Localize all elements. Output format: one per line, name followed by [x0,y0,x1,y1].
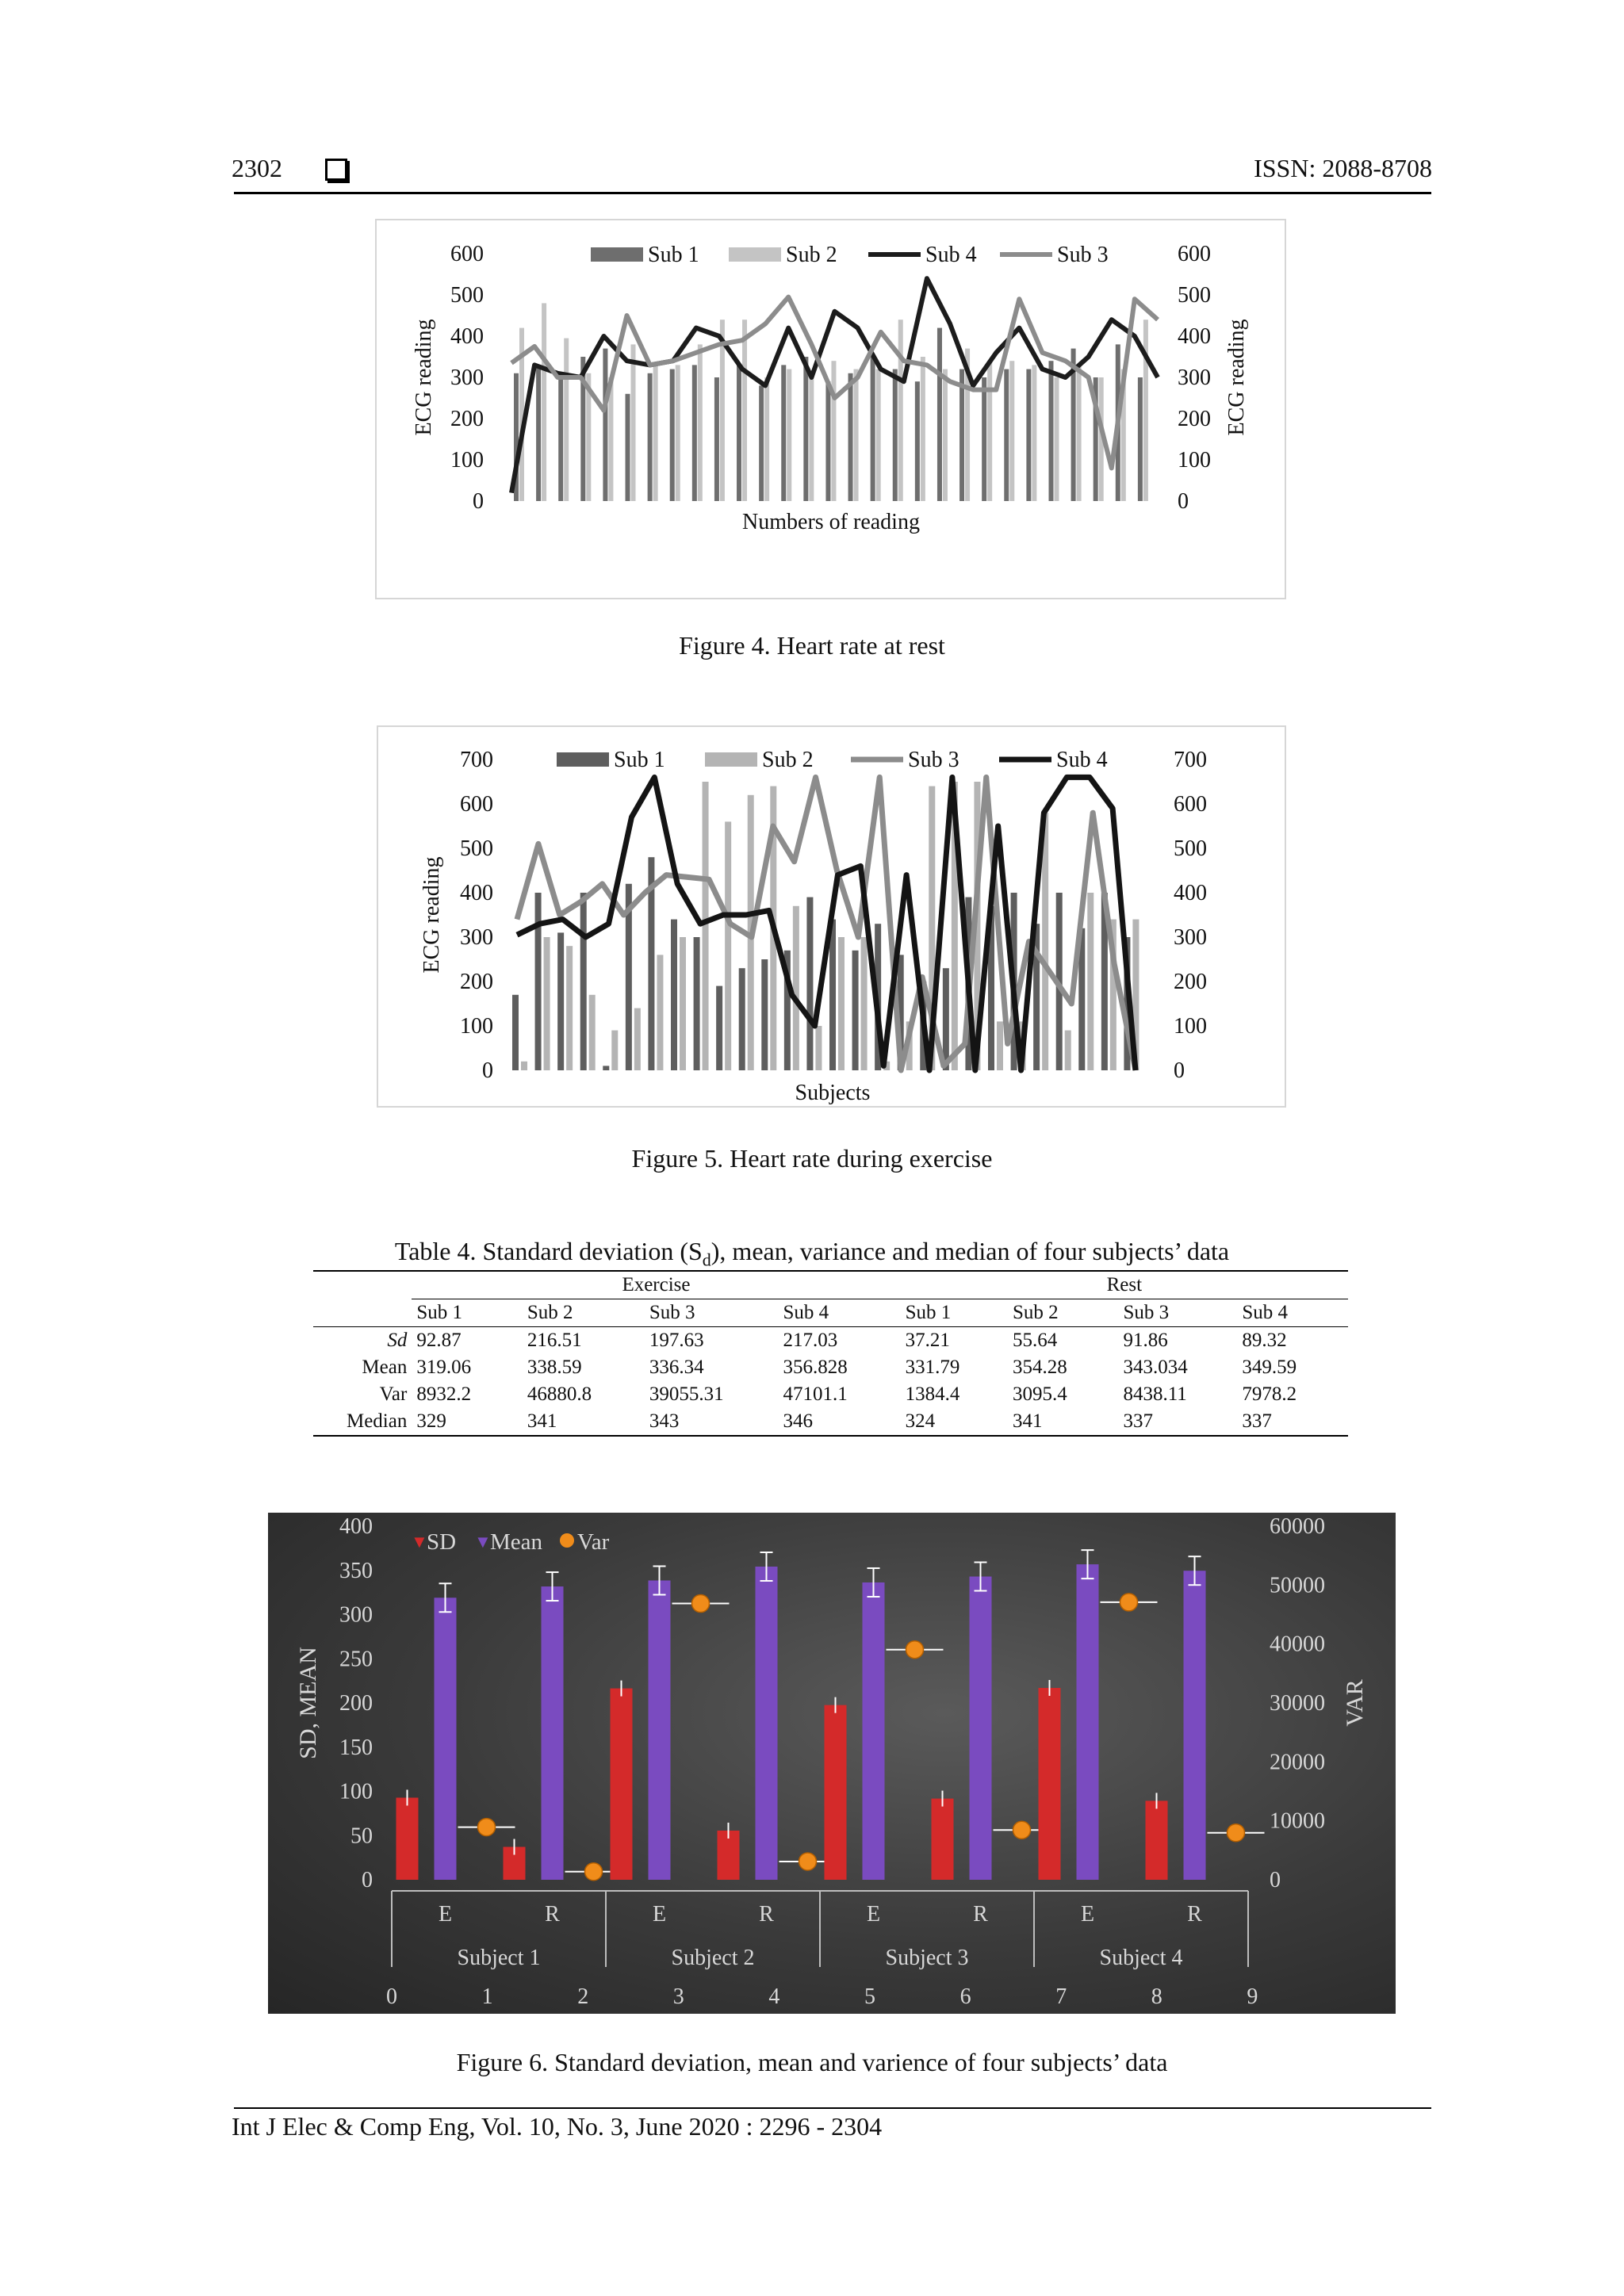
y-tick-label-right: 60000 [1270,1514,1325,1539]
x-tick-label: 1 [481,1984,493,2009]
bar [521,1062,527,1070]
var-marker [1228,1824,1245,1842]
bar [1087,893,1094,1070]
legend-label: Var [577,1529,610,1555]
table-cell: 341 [523,1408,645,1436]
bar [893,369,898,501]
mean-bar [542,1586,564,1880]
bar [544,937,550,1070]
y-tick-label: 300 [339,1602,373,1628]
y-tick-label-right: 100 [1174,1014,1207,1039]
sd-bar [1039,1688,1061,1880]
bar [876,369,881,501]
bar [898,320,903,501]
bar [611,1031,618,1070]
y-tick-label: 400 [339,1514,373,1539]
legend-swatch [557,752,609,767]
sd-bar [932,1799,954,1880]
table-cell: 337 [1237,1408,1348,1436]
bar [764,377,769,501]
y-tick-label: 200 [450,407,484,431]
bar [542,303,546,501]
column-header: Sub 3 [645,1299,779,1327]
legend-label: Sub 4 [1056,748,1108,772]
legend-label: Sub 1 [648,243,699,267]
table-cell: 346 [779,1408,901,1436]
group-header-row [313,1271,1348,1299]
y-tick-label-right: 200 [1178,407,1211,431]
table-cell: 55.64 [1008,1327,1119,1355]
table-cell: 324 [901,1408,1008,1436]
bar [558,377,563,501]
y-tick-label: 300 [460,925,493,950]
y-tick-label-right: 200 [1174,970,1207,994]
table-cell: 1384.4 [905,1383,960,1405]
bar [1077,365,1082,501]
y-tick-label: 700 [460,748,493,772]
y-tick-label: 150 [339,1735,373,1760]
table-cell: 349.59 [1242,1357,1297,1378]
category-label: E [1080,1902,1095,1927]
bar [703,782,709,1070]
table-cell: 3095.4 [1012,1383,1067,1405]
sd-bar [611,1689,633,1880]
bar [737,365,741,501]
table-cell: 343.034 [1123,1357,1188,1378]
x-tick-label: 7 [1055,1984,1067,2009]
category-label: E [652,1902,667,1927]
bar [626,394,630,501]
bar [915,381,920,501]
bar [648,373,653,501]
header-rule [234,192,1431,194]
mean-bar [970,1577,992,1880]
bar [1143,320,1148,501]
bar [671,920,677,1070]
y-axis-label: ECG reading [412,319,436,436]
bar [694,937,700,1070]
var-marker [799,1853,817,1870]
y-tick-label-right: 700 [1174,748,1207,772]
y-tick-label-right: 500 [1174,836,1207,861]
y-axis-label-right: VAR [1342,1679,1368,1727]
bar [657,955,663,1070]
bar [631,344,636,501]
bar [535,893,542,1070]
mean-bar [435,1598,457,1880]
bar [512,995,519,1070]
legend-label: Sub 1 [614,748,665,772]
bar [848,373,853,501]
y-tick-label: 500 [450,283,484,308]
y-tick-label: 100 [460,1014,493,1039]
bar [852,951,859,1070]
legend-swatch [729,247,781,262]
table-cell: 8438.11 [1123,1383,1187,1405]
table-cell: 37.21 [901,1327,1008,1355]
bar [1032,365,1036,501]
y-tick-label: 0 [482,1058,493,1083]
category-label: E [438,1902,453,1927]
bar [566,946,573,1070]
column-header: Sub 3 [1118,1299,1237,1327]
y-tick-label-right: 600 [1178,242,1211,266]
table-title-prefix: Table 4. Standard deviation (S [394,1237,703,1265]
row-label: Mean [362,1357,408,1378]
group-label: Subject 1 [457,1946,541,1970]
table-cell: 343 [645,1408,779,1436]
bar [739,968,745,1070]
stats-table [313,1270,1348,1437]
table-cell: 341 [1008,1408,1119,1436]
y-tick-label-right: 500 [1178,283,1211,308]
bar [825,381,830,501]
x-tick-label: 4 [768,1984,780,2009]
category-label: R [1187,1902,1202,1927]
y-tick-label: 300 [450,365,484,390]
y-tick-label-right: 50000 [1270,1573,1325,1598]
y-tick-label-right: 0 [1174,1058,1185,1083]
y-axis-label-right: ECG reading [1224,319,1249,436]
table-4-title [0,1237,1624,1270]
x-tick-label: 6 [959,1984,971,2009]
table-cell: 91.86 [1118,1327,1237,1355]
column-header: Sub 1 [412,1299,523,1327]
x-tick-label: 0 [386,1984,397,2009]
sd-legend-marker: ▼ [411,1532,428,1552]
bar [680,937,686,1070]
mean-bar [863,1582,885,1880]
table-row [313,1381,1348,1408]
bar [603,349,607,501]
y-tick-label: 600 [450,242,484,266]
bar [1009,361,1014,501]
figure-4-caption: Figure 4. Heart rate at rest [679,631,945,660]
column-header: Sub 4 [1237,1299,1348,1327]
bar [698,344,703,501]
y-tick-label-right: 0 [1270,1868,1281,1892]
figure-5-chart [378,727,1285,1106]
group-label: Subject 3 [885,1946,969,1970]
legend-label: Sub 3 [1057,243,1109,267]
figure-6-chart [268,1513,1396,2014]
table-cell: 356.828 [783,1357,848,1378]
table-cell: 338.59 [527,1357,582,1378]
bar [937,328,942,501]
legend-label: Sub 2 [786,243,837,267]
bar [580,893,587,1070]
bar [921,357,925,501]
bar [781,365,786,501]
mean-bar [1077,1564,1099,1880]
legend-label: Sub 4 [925,243,977,267]
bar [838,937,845,1070]
bar [589,995,596,1070]
column-header: Sub 2 [523,1299,645,1327]
bar [787,369,791,501]
legend-swatch [591,247,643,262]
bar [653,365,658,501]
category-label: E [866,1902,881,1927]
row-label: Var [379,1383,408,1405]
footer-rule [234,2107,1431,2109]
bar [1004,369,1009,501]
table-cell: 47101.1 [783,1383,848,1405]
var-legend-marker [560,1533,574,1548]
legend-swatch [705,752,757,767]
table-title-subscript: d [702,1249,711,1270]
y-tick-label: 500 [460,836,493,861]
bar [829,920,836,1070]
table-row [313,1327,1348,1355]
bar [806,897,813,1070]
figure-5-caption: Figure 5. Heart rate during exercise [631,1144,993,1173]
table-cell: 197.63 [645,1327,779,1355]
x-tick-label: 2 [577,1984,589,2009]
table-cell: 354.28 [1012,1357,1067,1378]
bar [943,369,948,501]
y-tick-label: 600 [460,792,493,817]
y-tick-label-right: 400 [1174,881,1207,905]
bar [725,821,731,1070]
mean-bar [756,1567,778,1880]
figure-5-frame [377,725,1286,1108]
table-cell: 7978.2 [1242,1383,1297,1405]
mean-bar [649,1580,671,1880]
y-tick-label-right: 20000 [1270,1750,1325,1775]
bar [987,361,992,501]
bar [815,1026,822,1070]
table-cell: 92.87 [412,1327,523,1355]
x-tick-label: 8 [1151,1984,1162,2009]
bar [759,385,764,501]
bar [564,339,569,501]
bar [761,959,768,1070]
table-cell: 216.51 [523,1327,645,1355]
y-tick-label: 400 [460,881,493,905]
y-tick-label: 100 [339,1779,373,1804]
table-cell: 8932.2 [416,1383,472,1405]
figure-6-caption: Figure 6. Standard deviation, mean and varience of four subjects’ data [456,2048,1168,2076]
y-tick-label: 250 [339,1647,373,1672]
y-tick-label-right: 40000 [1270,1632,1325,1657]
table-cell: 336.34 [649,1357,704,1378]
bar [557,932,564,1070]
bar [1065,1031,1071,1070]
bar [634,1008,641,1070]
sd-bar [396,1797,419,1880]
row-label: Median [313,1408,412,1436]
bar [1054,377,1059,501]
x-tick-label: 3 [672,1984,684,2009]
group-label: Subject 4 [1099,1946,1183,1970]
bar [714,377,719,501]
bar [716,986,722,1070]
table-cell: 337 [1118,1408,1237,1436]
bar [831,361,836,501]
bar [670,369,675,501]
y-tick-label: 350 [339,1558,373,1583]
issn-label: ISSN: 2088-8708 [1254,154,1432,182]
x-axis-label: Subjects [795,1081,871,1105]
y-tick-label-right: 30000 [1270,1691,1325,1716]
group-header-exercise: Exercise [622,1274,691,1295]
checkbox-square-icon [325,159,347,181]
x-tick-label: 9 [1247,1984,1258,2009]
column-header: Sub 2 [1008,1299,1119,1327]
bar [871,357,875,501]
mean-bar [1184,1571,1206,1880]
y-tick-label-right: 0 [1178,489,1189,514]
column-header: Sub 4 [779,1299,901,1327]
sd-bar [1146,1800,1168,1880]
y-tick-label: 400 [450,324,484,349]
table-cell: 329 [412,1408,523,1436]
bar [854,369,859,501]
y-tick-label-right: 100 [1178,448,1211,473]
table-cell: 331.79 [905,1357,960,1378]
row-label: Sd [313,1327,412,1355]
bar [997,1021,1003,1070]
var-marker [585,1863,603,1881]
y-axis-label: SD, MEAN [295,1647,321,1759]
column-header: Sub 1 [901,1299,1008,1327]
y-tick-label: 50 [350,1823,373,1849]
table-cell: 319.06 [416,1357,472,1378]
y-tick-label: 200 [339,1691,373,1716]
table-title-suffix: ), mean, variance and median of four subjects’ data [710,1237,1230,1265]
bar [982,377,986,501]
bar [1048,361,1053,501]
var-marker [906,1641,924,1659]
figure-4-chart [377,220,1285,598]
sd-bar [825,1705,847,1880]
bar [803,357,808,501]
group-header-rest: Rest [1106,1274,1143,1295]
legend-label: Sub 3 [908,748,959,772]
bar [861,937,868,1070]
category-label: R [973,1902,988,1927]
var-marker [478,1819,496,1836]
y-tick-label: 0 [362,1868,373,1892]
y-tick-label: 0 [473,489,484,514]
bar [1138,377,1143,501]
y-tick-label-right: 600 [1174,792,1207,817]
table-cell: 46880.8 [527,1383,592,1405]
legend-label: SD [427,1529,457,1555]
figure-6-panel [268,1513,1396,2014]
bar [809,377,814,501]
bar [742,320,747,501]
bar [676,365,680,501]
column-header-row [313,1299,1348,1327]
mean-legend-marker: ▼ [474,1532,492,1552]
y-tick-label-right: 10000 [1270,1808,1325,1834]
group-label: Subject 2 [671,1946,755,1970]
footer-citation: Int J Elec & Comp Eng, Vol. 10, No. 3, June 2020 : 2296 - 2304 [232,2112,883,2141]
y-axis-label: ECG reading [419,856,444,974]
bar [793,906,799,1070]
y-tick-label: 100 [450,448,484,473]
bar [692,365,697,501]
y-tick-label-right: 300 [1174,925,1207,950]
table-cell: 39055.31 [649,1383,724,1405]
var-marker [1013,1821,1031,1839]
var-marker [1120,1594,1138,1611]
table-cell: 217.03 [779,1327,901,1355]
y-tick-label: 200 [460,970,493,994]
page-number: 2302 [232,154,282,182]
x-axis-label: Numbers of reading [742,510,920,534]
y-tick-label-right: 300 [1178,365,1211,390]
bar [536,365,541,501]
var-marker [692,1595,710,1613]
legend-label: Mean [490,1529,543,1555]
category-label: R [759,1902,774,1927]
bar [1026,369,1031,501]
table-cell: 89.32 [1237,1327,1348,1355]
y-tick-label-right: 400 [1178,324,1211,349]
figure-4-frame [375,219,1286,599]
x-tick-label: 5 [864,1984,875,2009]
table-row [313,1354,1348,1381]
category-label: R [545,1902,560,1927]
legend-label: Sub 2 [762,748,814,772]
bar [603,1066,609,1070]
table-row [313,1408,1348,1436]
bar [959,369,964,501]
